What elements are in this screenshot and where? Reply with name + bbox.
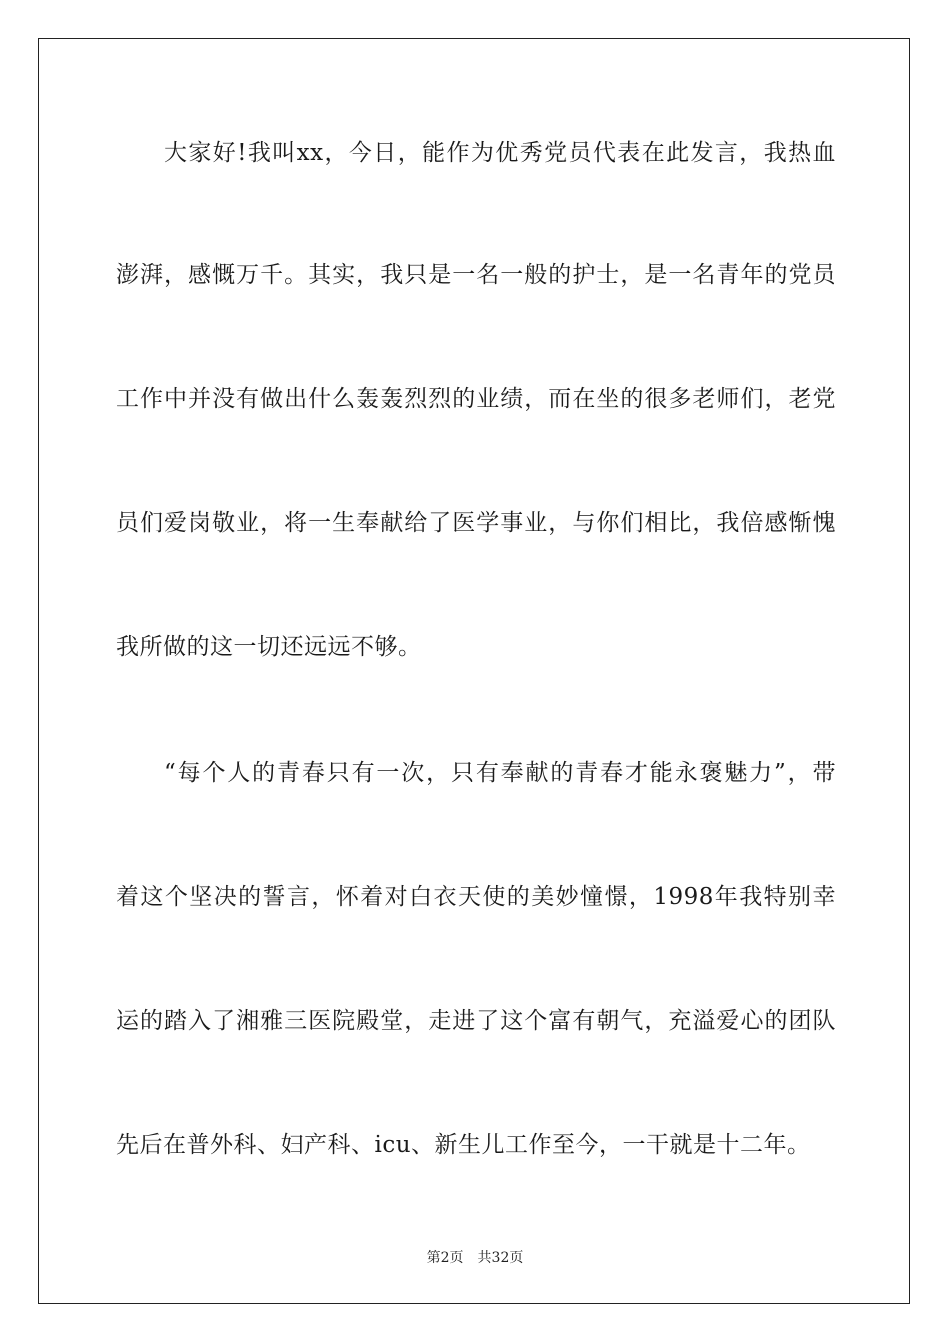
paragraph-line: “每个人的青春只有一次，只有奉献的青春才能永褒魅力”，带 [164, 760, 836, 786]
page-total: 共32页 [477, 1250, 524, 1266]
paragraph-line: 运的踏入了湘雅三医院殿堂，走进了这个富有朝气，充溢爱心的团队 [116, 1008, 836, 1034]
page-footer [0, 1247, 950, 1267]
page-number: 第2页 [426, 1250, 464, 1266]
paragraph-line: 澎湃，感慨万千。其实，我只是一名一般的护士，是一名青年的党员 [116, 262, 836, 288]
paragraph-line: 着这个坚决的誓言，怀着对白衣天使的美妙憧憬，1998年我特别幸 [116, 884, 836, 910]
paragraph-line: 员们爱岗敬业，将一生奉献给了医学事业，与你们相比，我倍感惭愧 [116, 510, 836, 536]
paragraph-line: 先后在普外科、妇产科、icu、新生儿工作至今，一干就是十二年。 [116, 1132, 811, 1158]
paragraph-line: 工作中并没有做出什么轰轰烈烈的业绩，而在坐的很多老师们，老党 [116, 386, 836, 412]
paragraph-line: 我所做的这一切还远远不够。 [116, 634, 422, 660]
page-border [38, 38, 910, 1304]
paragraph-line: 大家好!我叫xx，今日，能作为优秀党员代表在此发言，我热血 [164, 140, 836, 166]
